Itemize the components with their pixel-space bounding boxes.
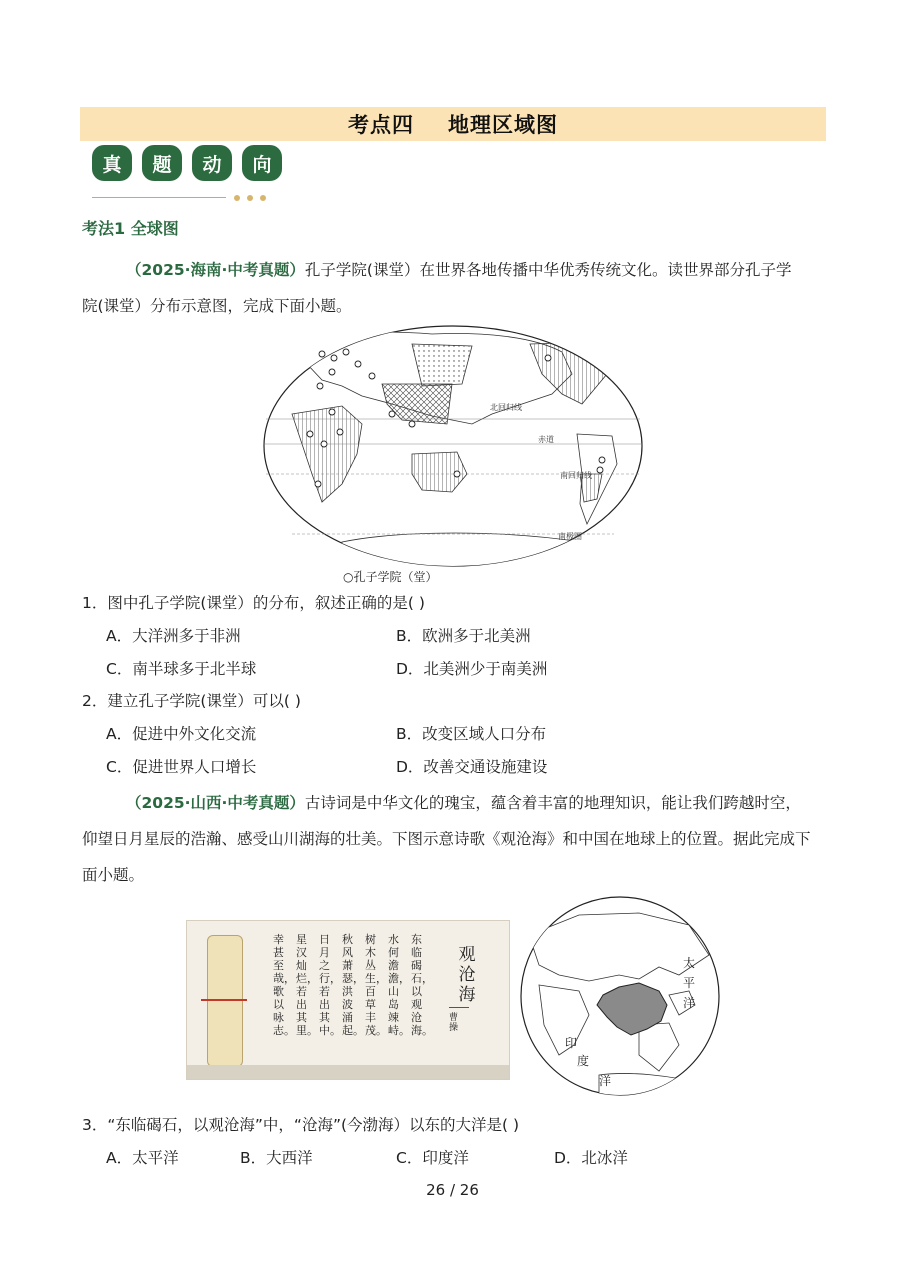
badge-3: 动 [192, 145, 232, 181]
decor-line [92, 197, 226, 198]
q3-option-d: D．北冰洋 [554, 1149, 628, 1167]
q1-option-c: C．南半球多于北半球 [106, 660, 257, 678]
q2-source: （2025·山西·中考真题） [126, 794, 305, 812]
q2-option-a: A．促进中外文化交流 [106, 725, 257, 743]
poem-column: 秋风萧瑟，洪波涌起。 [342, 933, 364, 1037]
q1-text-2: 院(课堂）分布示意图，完成下面小题。 [82, 297, 352, 315]
q2-text-2: 仰望日月星辰的浩瀚、感受山川湖海的壮美。下图示意诗歌《观沧海》和中国在地球上的位置。据此完成下 [82, 830, 811, 848]
q1-option-b: B．欧洲多于北美洲 [396, 627, 531, 645]
poem-column: 幸甚至哉，歌以咏志。 [273, 933, 295, 1037]
scroll-ribbon [201, 999, 247, 1001]
q2-text-3: 面小题。 [82, 866, 145, 884]
q2-text-1: 古诗词是中华文化的瑰宝，蕴含着丰富的地理知识，能让我们跨越时空， [304, 794, 801, 812]
poem-column: 星汉灿烂，若出其里。 [296, 933, 318, 1037]
q1-option-d: D．北美洲少于南美洲 [396, 660, 548, 678]
poem-title: 观沧海 [458, 945, 476, 1005]
q2-option-d: D．改善交通设施建设 [396, 758, 548, 776]
badge-1: 真 [92, 145, 132, 181]
poem-title-rule [449, 1007, 469, 1008]
globe-map [519, 895, 721, 1097]
poem-author: 曹操 [449, 1013, 459, 1033]
globe-label-indian-1: 印 [565, 1036, 578, 1050]
map-caption: ○孔子学院（堂） [343, 570, 438, 584]
q1-text-1: 孔子学院(课堂）在世界各地传播中华优秀传统文化。读世界部分孔子学 [304, 261, 792, 279]
q3-option-a: A．太平洋 [106, 1149, 179, 1167]
globe-label-pacific-2: 平 [683, 976, 696, 990]
poem-image [186, 920, 510, 1080]
title-right: 地理区域图 [448, 113, 558, 137]
badge-group [92, 145, 282, 181]
poem-column: 日月之行，若出其中。 [319, 933, 341, 1037]
poem-column: 东临碣石，以观沧海。 [411, 933, 433, 1037]
section-title-bar [80, 107, 826, 141]
map-label-north: 北回归线 [490, 403, 522, 412]
poem-column: 树木丛生，百草丰茂。 [365, 933, 387, 1037]
scroll-graphic [207, 935, 243, 1067]
globe-label-indian-3: 洋 [599, 1074, 612, 1088]
badge-4: 向 [242, 145, 282, 181]
poem-column: 水何澹澹，山岛竦峙。 [388, 933, 410, 1037]
globe-label-pacific-1: 太 [683, 956, 696, 970]
badge-2: 题 [142, 145, 182, 181]
globe-label-pacific-3: 洋 [683, 996, 696, 1010]
q3-option-c: C．印度洋 [396, 1149, 469, 1167]
q1-stem: 1．图中孔子学院(课堂）的分布，叙述正确的是( ) [82, 594, 425, 612]
globe-label-indian-2: 度 [577, 1054, 590, 1068]
map-label-equator: 赤道 [538, 435, 554, 444]
title-left: 考点四 [348, 113, 414, 137]
q3-stem: 3．“东临碣石，以观沧海”中，“沧海”(今渤海）以东的大洋是( ) [82, 1116, 520, 1134]
q1-option-a: A．大洋洲多于非洲 [106, 627, 241, 645]
q3-option-b: B．大西洋 [240, 1149, 313, 1167]
map-label-polar: 南极圈 [558, 532, 582, 541]
q2-option-c: C．促进世界人口增长 [106, 758, 257, 776]
q2-stem: 2．建立孔子学院(课堂）可以( ) [82, 692, 301, 710]
poem-ground [187, 1065, 509, 1079]
section-heading: 考法1 全球图 [82, 219, 179, 238]
q1-intro [82, 252, 826, 324]
map-label-south: 南回归线 [560, 471, 592, 480]
q2-option-b: B．改变区域人口分布 [396, 725, 547, 743]
q1-source: （2025·海南·中考真题） [126, 261, 305, 279]
decor-dot [260, 195, 266, 201]
page-number: 26 / 26 [426, 1181, 479, 1199]
decor-dot [234, 195, 240, 201]
poem-columns [273, 933, 433, 1037]
q2-intro [82, 785, 826, 893]
world-map [262, 324, 644, 568]
decor-dot [247, 195, 253, 201]
